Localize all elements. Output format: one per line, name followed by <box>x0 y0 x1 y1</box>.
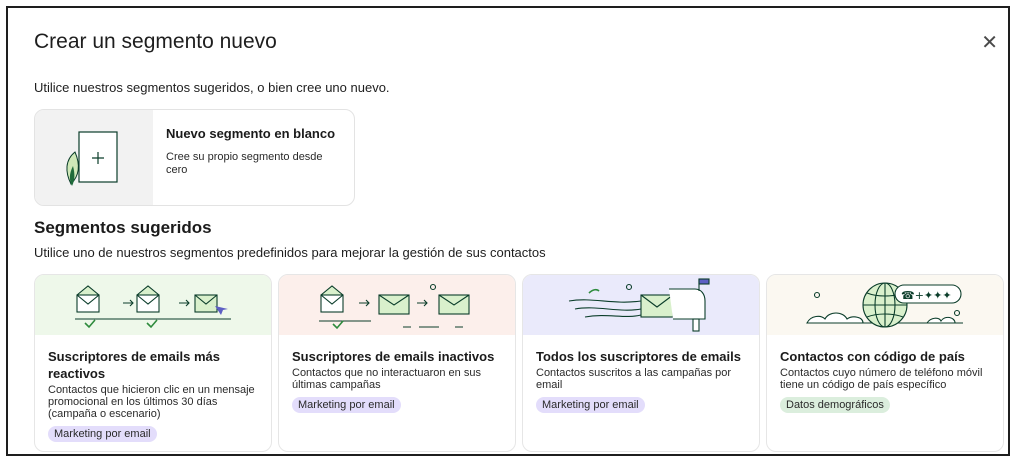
category-badge: Marketing por email <box>536 397 645 413</box>
card-illustration <box>523 275 759 335</box>
card-title: Suscriptores de emails más reactivos <box>48 349 220 381</box>
blank-segment-illustration <box>35 110 153 205</box>
blank-segment-description: Cree su propio segmento desde cero <box>166 151 323 176</box>
suggested-title: Segmentos sugeridos <box>34 218 212 237</box>
globe-phone-icon <box>767 275 1004 335</box>
mailbox-icon <box>523 275 760 335</box>
modal-title: Crear un segmento nuevo <box>34 30 277 53</box>
category-badge: Marketing por email <box>48 426 157 442</box>
card-country-code[interactable] <box>766 274 1004 452</box>
card-description: Contactos cuyo número de teléfono móvil tiene un código de país específico <box>780 367 983 391</box>
category-badge: Marketing por email <box>292 397 401 413</box>
card-illustration <box>35 275 271 335</box>
suggested-description: Utilice uno de nuestros segmentos predefinidos para mejorar la gestión de sus contactos <box>34 245 546 260</box>
envelope-icon <box>279 275 516 335</box>
card-title: Suscriptores de emails inactivos <box>292 349 495 364</box>
create-segment-modal <box>6 6 1010 456</box>
card-description: Contactos que no interactuaron en sus últimas campañas <box>292 367 481 391</box>
card-title: Todos los suscriptores de emails <box>536 349 741 364</box>
modal-intro: Utilice nuestros segmentos sugeridos, o bien cree uno nuevo. <box>34 80 390 95</box>
card-illustration <box>767 275 1003 335</box>
envelope-icon <box>35 275 272 335</box>
card-description: Contactos que hicieron clic en un mensaje promocional en los últimos 30 días (campaña o escenario) <box>48 384 255 420</box>
suggested-cards <box>34 274 1004 452</box>
card-illustration <box>279 275 515 335</box>
close-icon[interactable]: ✕ <box>981 32 998 54</box>
category-badge: Datos demográficos <box>780 397 890 413</box>
blank-segment-card[interactable] <box>34 109 355 206</box>
document-plus-icon <box>35 110 153 205</box>
card-description: Contactos suscritos a las campañas por email <box>536 367 732 391</box>
card-title: Contactos con código de país <box>780 349 965 364</box>
card-all-subscribers[interactable] <box>522 274 760 452</box>
card-reactive-subscribers[interactable] <box>34 274 272 452</box>
blank-segment-title: Nuevo segmento en blanco <box>166 126 336 141</box>
svg-text:☎+✦✦✦: ☎+✦✦✦ <box>901 289 952 302</box>
card-inactive-subscribers[interactable] <box>278 274 516 452</box>
